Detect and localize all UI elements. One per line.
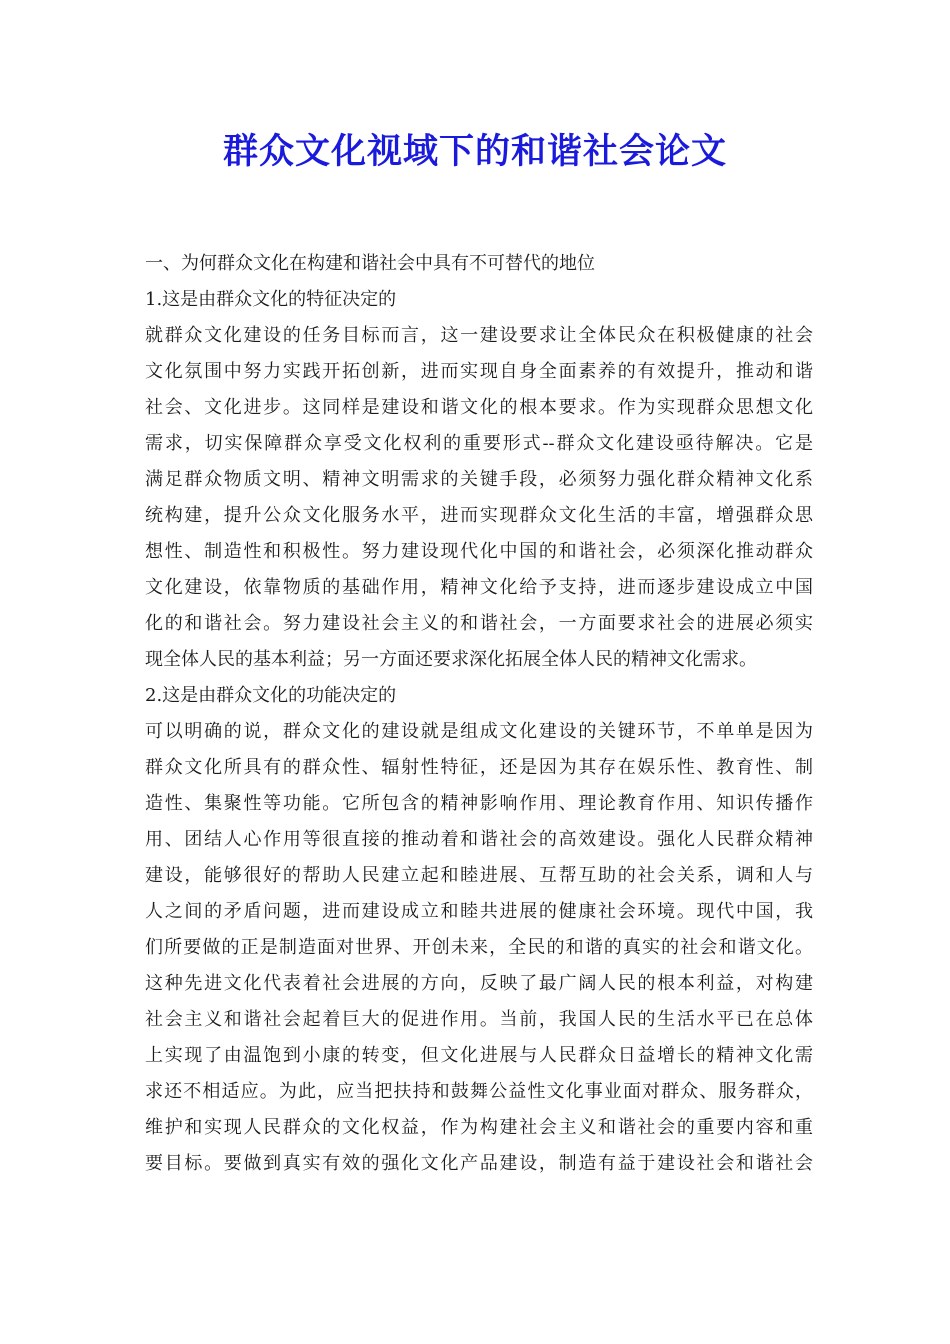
paragraph-line: 想性、制造性和积极性。努力建设现代化中国的和谐社会，必须深化推动群众 — [145, 541, 813, 562]
paragraph-line: 人之间的矛盾问题，进而建设成立和睦共进展的健康社会环境。现代中国，我 — [145, 901, 813, 922]
subsection-heading-1: 1.这是由群众文化的特征决定的 — [145, 289, 397, 310]
paragraph-line: 群众文化所具有的群众性、辐射性特征，还是因为其存在娱乐性、教育性、制 — [145, 757, 813, 778]
paragraph-line: 需求，切实保障群众享受文化权利的重要形式--群众文化建设亟待解决。它是 — [145, 433, 813, 454]
paragraph-line: 满足群众物质文明、精神文明需求的关键手段，必须努力强化群众精神文化系 — [145, 469, 813, 490]
paragraph-line: 现全体人民的基本利益；另一方面还要求深化拓展全体人民的精神文化需求。 — [145, 649, 757, 670]
document-body — [145, 246, 813, 1182]
paragraph-line: 建设，能够很好的帮助人民建立起和睦进展、互帮互助的社会关系，调和人与 — [145, 865, 813, 886]
paragraph-line: 统构建，提升公众文化服务水平，进而实现群众文化生活的丰富，增强群众思 — [145, 505, 813, 526]
document-title: 群众文化视域下的和谐社会论文 — [222, 132, 727, 172]
paragraph-2 — [145, 714, 813, 1182]
section-heading: 一、为何群众文化在构建和谐社会中具有不可替代的地位 — [145, 253, 595, 274]
paragraph-line: 求还不相适应。为此，应当把扶持和鼓舞公益性文化事业面对群众、服务群众， — [145, 1081, 813, 1102]
paragraph-line: 就群众文化建设的任务目标而言，这一建设要求让全体民众在积极健康的社会 — [145, 325, 813, 346]
paragraph-line: 这种先进文化代表着社会进展的方向，反映了最广阔人民的根本利益，对构建 — [145, 973, 813, 994]
paragraph-line: 维护和实现人民群众的文化权益，作为构建社会主义和谐社会的重要内容和重 — [145, 1117, 813, 1138]
paragraph-line: 文化氛围中努力实践开拓创新，进而实现自身全面素养的有效提升，推动和谐 — [145, 361, 813, 382]
paragraph-1 — [145, 318, 813, 678]
paragraph-line: 造性、集聚性等功能。它所包含的精神影响作用、理论教育作用、知识传播作 — [145, 793, 813, 814]
paragraph-line: 用、团结人心作用等很直接的推动着和谐社会的高效建设。强化人民群众精神 — [145, 829, 813, 850]
paragraph-line: 们所要做的正是制造面对世界、开创未来，全民的和谐的真实的社会和谐文化。 — [145, 937, 813, 958]
paragraph-line: 可以明确的说，群众文化的建设就是组成文化建设的关键环节，不单单是因为 — [145, 721, 813, 742]
paragraph-line: 社会主义和谐社会起着巨大的促进作用。当前，我国人民的生活水平已在总体 — [145, 1009, 813, 1030]
paragraph-line: 上实现了由温饱到小康的转变，但文化进展与人民群众日益增长的精神文化需 — [145, 1045, 813, 1066]
paragraph-line: 社会、文化进步。这同样是建设和谐文化的根本要求。作为实现群众思想文化 — [145, 397, 813, 418]
paragraph-line: 要目标。要做到真实有效的强化文化产品建设，制造有益于建设社会和谐社会 — [145, 1153, 813, 1174]
paragraph-line: 化的和谐社会。努力建设社会主义的和谐社会，一方面要求社会的进展必须实 — [145, 613, 813, 634]
paragraph-line: 文化建设，依靠物质的基础作用，精神文化给予支持，进而逐步建设成立中国 — [145, 577, 813, 598]
subsection-heading-2: 2.这是由群众文化的功能决定的 — [145, 685, 397, 706]
